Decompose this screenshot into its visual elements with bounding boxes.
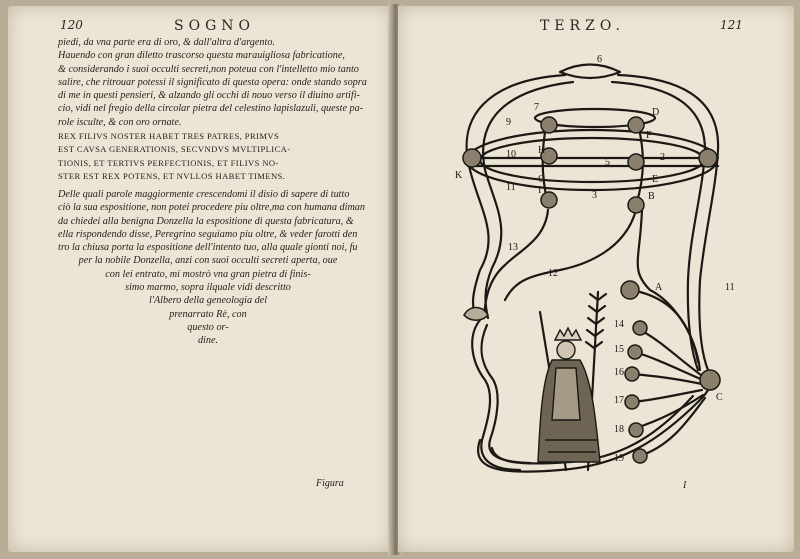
right-running-head: TERZO. [540,18,625,34]
text-line: per la nobile Donzella, anzi con suoi occulti secreti aperta, oue [78,255,338,267]
label-letter: F [646,130,652,141]
label-letter: C [716,392,723,403]
label-letter: B [648,191,655,202]
text-line: salire, che ritrouar potessi il significato di questa opera: onde stando sopra [58,76,367,88]
text-line: prenarrato Rè, con [169,308,247,320]
label-number: 13 [508,242,518,253]
label-number: 14 [614,319,624,330]
right-catchword: I [683,480,687,491]
text-line: tro la chiusa porta la espositione dell'intento tuo, alla quale gionti noi, fu [58,242,358,254]
label-number: 2 [660,152,665,163]
label-letter: K [455,170,463,181]
text-line: dine. [197,335,219,347]
text-line: questo or- [187,321,229,333]
text-line: simo marmo, sopra ilquale vidi descritto [125,282,291,294]
text-line: con lei entrato, mi mostrò vna gran pietra di finis- [105,268,311,280]
label-number: 7 [534,102,539,113]
label-number: 16 [614,367,624,378]
text-line: cio, vidi nel fregio della circolar pietra del celestino lapislazuli, queste pa- [58,103,364,115]
text-line: REX FILIVS NOSTER HABET TRES PATRES, PRIMVS [58,131,280,141]
king-figure [538,328,600,462]
label-number: 17 [614,395,624,406]
label-number: 11 [725,282,735,293]
text-line: TIONIS, ET TERTIVS PERFECTIONIS, ET FILIVS NO- [58,157,279,168]
label-letter: H [538,145,546,156]
label-number: 9 [506,117,511,128]
label-number: 18 [614,424,624,435]
label-number: 6 [597,54,602,65]
label-letter: A [655,282,663,293]
text-line: l'Albero della geneologia del [148,295,268,307]
text-line: piedi, da vna parte era di oro, & dall'altra d'argento. [58,37,275,48]
text-line: da chiedei alla benigna Donzella la espositione di questa fabricatura, & [58,215,354,227]
label-letter: D [652,107,660,118]
text-line: Hauendo con gran diletto trascorso questa marauigliosa fabricatione, [58,50,345,62]
text-line: & considerando i suoi occulti secreti,non poteua con l'intelletto mio tanto [58,63,359,75]
label-number: 19 [614,453,624,464]
right-page-number: 121 [720,18,743,32]
text-line: Delle quali parole maggiormente crescendomi il disio di sapere di tutto [58,189,350,200]
label-number: 10 [506,149,516,160]
left-catchword: Figura [316,478,344,489]
label-number: 15 [614,344,624,355]
label-letter: I [538,185,542,196]
text-line: role isculte, & con oro ornate. [58,116,182,128]
left-page-number: 120 [60,18,83,32]
left-running-head: SOGNO [174,18,255,34]
label-number: 12 [548,268,558,279]
label-letter: G [538,174,546,185]
label-number: 5 [605,157,610,168]
label-number: 3 [592,190,597,201]
label-number: 11 [506,182,516,193]
label-letter: E [652,174,659,185]
text-line: di me in questi pensieri, & alzando gli occhi di nouo verso il diuino artifi- [58,90,360,102]
text-line: ciò la sua espositione, non potei procedere piu oltre,ma con humana diman [58,202,365,214]
text-line: STER EST REX POTENS, ET NVLLOS HABET TIMENS. [58,170,286,181]
text-line: ella rispondendo disse, Peregrino seguiamo piu oltre, & veder farotti den [58,228,358,240]
text-line: EST CAVSA GENERATIONIS, SECVNDVS MVLTIPLICA- [58,144,291,155]
